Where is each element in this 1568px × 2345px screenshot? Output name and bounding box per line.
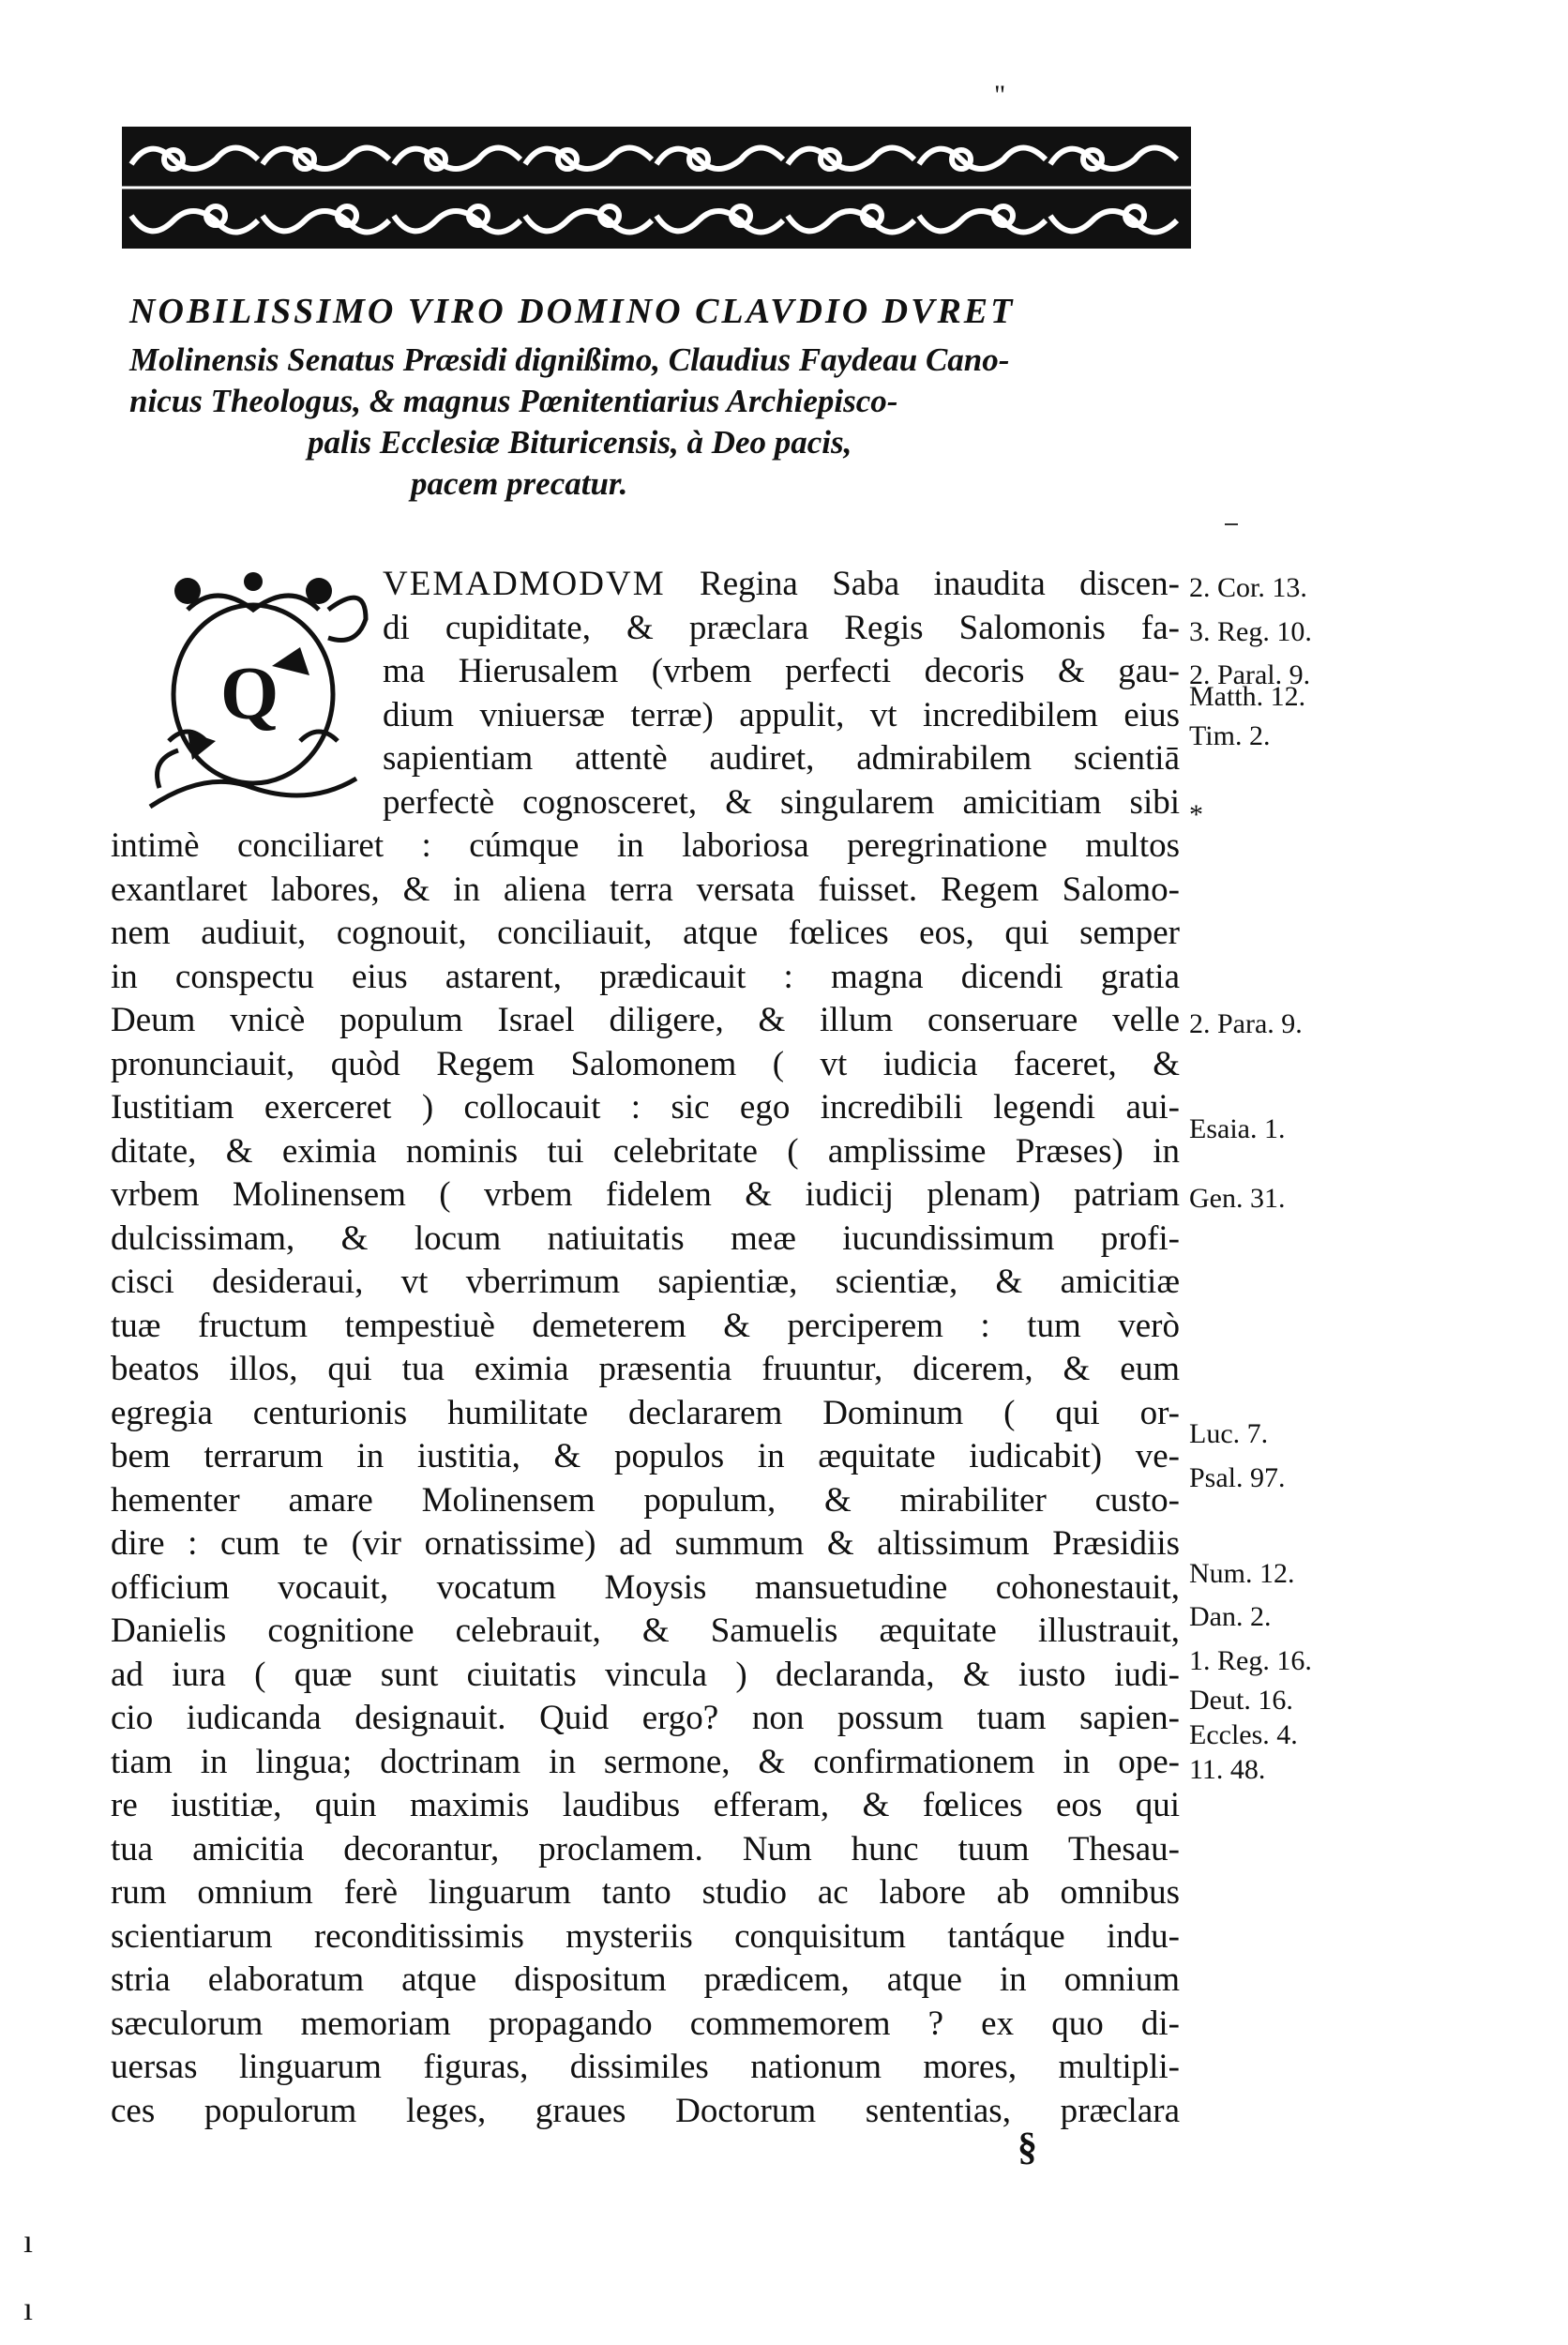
body-line: vrbem Molinensem ( vrbem fidelem & iudicij plenam) patriam <box>111 1175 1180 1214</box>
body-line: sæculorum memoriam propagando commemorem ? ex quo di- <box>111 2004 1180 2043</box>
body-line: VEMADMODVM Regina Saba inaudita discen- <box>383 565 1180 603</box>
catchword: § <box>1018 2126 1037 2169</box>
body-line: pronunciauit, quòd Regem Salomonem ( vt iudicia faceret, & <box>111 1044 1180 1083</box>
margin-note: Tim. 2. <box>1189 720 1271 752</box>
body-line: egregia centurionis humilitate declararem Dominum ( qui or- <box>111 1393 1180 1432</box>
body-line: uersas linguarum figuras, dissimiles nationum mores, multipli- <box>111 2048 1180 2086</box>
margin-note: Luc. 7. <box>1189 1418 1269 1450</box>
margin-note: Eccles. 4. <box>1189 1718 1298 1750</box>
body-line: tuæ fructum tempestiuè demeterem & perciperem : tum verò <box>111 1306 1180 1345</box>
body-line: tiam in lingua; doctrinam in sermone, & confirmationem in ope- <box>111 1742 1180 1781</box>
body-line: exantlaret labores, & in aliena terra versata fuisset. Regem Salomo- <box>111 870 1180 909</box>
margin-note: 2. Para. 9. <box>1189 1008 1303 1039</box>
margin-note: Psal. 97. <box>1189 1461 1286 1493</box>
margin-note: Gen. 31. <box>1189 1183 1286 1214</box>
body-line: ad iura ( quæ sunt ciuitatis vincula ) declaranda, & iusto iudi- <box>111 1655 1180 1694</box>
body-line: hementer amare Molinensem populum, & mirabiliter custo- <box>111 1480 1180 1520</box>
body-line: scientiarum reconditissimis mysteriis conquisitum tantáque indu- <box>111 1916 1180 1956</box>
dedication-heading: NOBILISSIMO VIRO DOMINO CLAVDIO DVRET <box>129 292 1016 331</box>
dedication-line: palis Ecclesiæ Bituricensis, à Deo pacis, <box>308 424 852 461</box>
body-line: dium vniuersæ terræ) appulit, vt incredibilem eius <box>383 695 1180 734</box>
margin-note: 2. Cor. 13. <box>1189 572 1307 603</box>
body-line: officium vocauit, vocatum Moysis mansuetudine cohonestauit, <box>111 1567 1180 1607</box>
margin-note: Num. 12. <box>1189 1557 1295 1589</box>
edge-mark: ı <box>23 2290 34 2327</box>
body-line: ces populorum leges, graues Doctorum sententias, præclara <box>111 2091 1180 2130</box>
dedication-block <box>129 340 1217 505</box>
body-line: dulcissimam, & locum natiuitatis meæ iucundissimum profi- <box>111 1218 1180 1258</box>
margin-note: 1. Reg. 16. <box>1189 1644 1312 1676</box>
margin-note: 11. 48. <box>1189 1754 1266 1786</box>
body-line: stria elaboratum atque dispositum prædicem, atque in omnium <box>111 1960 1180 1999</box>
body-line: ditate, & eximia nominis tui celebritate ( amplissime Præses) in <box>111 1131 1180 1171</box>
margin-note: Matth. 12. <box>1189 681 1306 713</box>
body-line: bem terrarum in iustitia, & populos in æquitate iudicabit) ve- <box>111 1437 1180 1475</box>
body-line: di cupiditate, & præclara Regis Salomonis fa- <box>383 608 1180 647</box>
dedication-line: pacem precatur. <box>411 465 628 502</box>
margin-note: 3. Reg. 10. <box>1189 615 1312 647</box>
body-line: ma Hierusalem (vrbem perfecti decoris & gau- <box>383 652 1180 690</box>
body-line: intimè conciliaret : cúmque in laboriosa peregrinatione multos <box>111 826 1180 865</box>
body-line: tua amicitia decorantur, proclamem. Num hunc tuum Thesau- <box>111 1829 1180 1868</box>
edge-mark: ı <box>23 2222 34 2260</box>
initial-letter: Q <box>220 653 279 735</box>
margin-note: 2. Paral. 9. <box>1189 659 1311 690</box>
body-line: Iustitiam exerceret ) collocauit : sic ego incredibili legendi aui- <box>111 1088 1180 1127</box>
body-line: cio iudicanda designauit. Quid ergo? non possum tuam sapien- <box>111 1699 1180 1737</box>
body-line: beatos illos, qui tua eximia præsentia fruuntur, dicerem, & eum <box>111 1350 1180 1388</box>
body-line: perfectè cognosceret, & singularem amicitiam sibi <box>383 782 1180 822</box>
body-line: Danielis cognitione celebrauit, & Samuelis æquitate illustrauit, <box>111 1611 1180 1650</box>
body-line: in conspectu eius astarent, prædicauit : magna dicendi gratia <box>111 957 1180 996</box>
body-line: cisci desideraui, vt vberrimum sapientiæ, scientiæ, & amicitiæ <box>111 1263 1180 1301</box>
margin-note: Deut. 16. <box>1189 1684 1293 1716</box>
page-mark: " <box>994 80 1006 111</box>
body-line: sapientiam attentè audiret, admirabilem scientiā <box>383 739 1180 778</box>
margin-note: Esaia. 1. <box>1189 1112 1286 1144</box>
margin-dash <box>1225 523 1238 525</box>
body-line: rum omnium ferè linguarum tanto studio ac labore ab omnibus <box>111 1873 1180 1912</box>
dedication-line: nicus Theologus, & magnus Pœnitentiarius Archiepisco- <box>129 383 898 419</box>
body-line: re iustitiæ, quin maximis laudibus efferam, & fœlices eos qui <box>111 1786 1180 1824</box>
margin-note: Dan. 2. <box>1189 1601 1272 1633</box>
scroll-ornament-icon <box>122 127 1191 249</box>
body-line: nem audiuit, cognouit, conciliauit, atque fœlices eos, qui semper <box>111 914 1180 952</box>
body-line: Deum vnicè populum Israel diligere, & illum conseruare velle <box>111 1001 1180 1039</box>
body-text <box>111 563 1180 2133</box>
ornamental-headpiece <box>122 127 1191 249</box>
body-line: dire : cum te (vir ornatissime) ad summum & altissimum Præsidiis <box>111 1524 1180 1563</box>
margin-note: * <box>1189 798 1203 830</box>
dedication-line: Molinensis Senatus Præsidi dignißimo, Claudius Faydeau Cano- <box>129 341 1010 378</box>
